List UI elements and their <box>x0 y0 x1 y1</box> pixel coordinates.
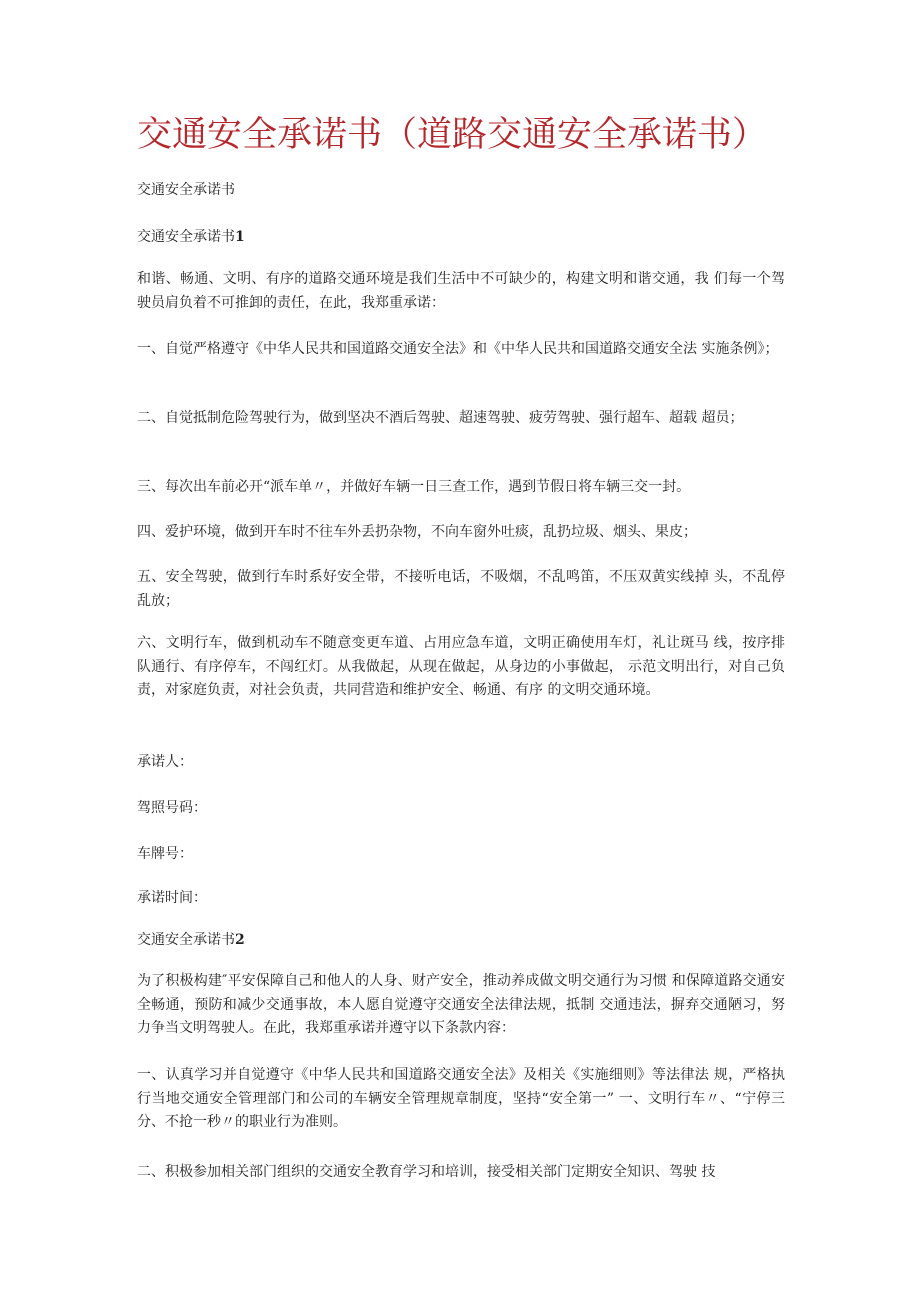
section-1-heading-number: 1 <box>235 229 245 245</box>
section-2-heading-text: 交通安全承诺书 <box>137 932 235 948</box>
section-1-heading <box>137 226 785 250</box>
section-2-item-1: 一、认真学习并自觉遵守《中华人民共和国道路交通安全法》及相关《实施细则》等法律法 规，严格执行当地交通安全管理部门和公司的车辆安全管理规章制度，坚持“安全第一” 一、文明行车〃、“宁停三分、不抢一秒〃的职业行为准则。 <box>137 1067 785 1130</box>
promiser-field-label: 承诺人： <box>137 754 193 770</box>
document-title: 交通安全承诺书（道路交通安全承诺书） <box>137 115 768 155</box>
section-1-item-3: 三、每次出车前必开“派车单〃，并做好车辆一日三查工作，遇到节假日将车辆三交一封。 <box>137 479 691 495</box>
section-1-item-5: 五、安全驾驶，做到行车时系好安全带，不接听电话，不吸烟，不乱鸣笛，不压双黄实线掉 头，不乱停乱放； <box>137 569 785 609</box>
section-1-item-2: 二、自觉抵制危险驾驶行为，做到坚决不酒后驾驶、超速驾驶、疲劳驾驶、强行超车、超载 超员； <box>137 410 744 426</box>
section-2-item-2: 二、积极参加相关部门组织的交通安全教育学习和培训，接受相关部门定期安全知识、驾驶 技 <box>137 1164 716 1180</box>
section-1-intro: 和谐、畅通、文明、有序的道路交通环境是我们生活中不可缺少的，构建文明和谐交通，我 们每一个驾驶员肩负着不可推卸的责任，在此，我郑重承诺： <box>137 271 785 311</box>
section-1-item-6: 六、文明行车，做到机动车不随意变更车道、占用应急车道，文明正确使用车灯，礼让斑马 线，按序排队通行、有序停车，不闯红灯。从我做起，从现在做起，从身边的小事做起， 示范文明出行，对自己负责，对家庭负责，对社会负责，共同营造和维护安全、畅通、有序 的文明交通环境。 <box>137 635 785 698</box>
plate-number-field-label: 车牌号： <box>137 846 193 862</box>
section-1-item-4: 四、爱护环境，做到开车时不往车外丢扔杂物，不向车窗外吐痰，乱扔垃圾、烟头、果皮； <box>137 524 697 540</box>
section-2-heading <box>137 929 785 953</box>
section-2-intro: 为了积极构建″平安保障自己和他人的人身、财产安全，推动养成做文明交通行为习惯 和保障道路交通安全畅通，预防和减少交通事故，本人愿自觉遵守交通安全法律法规，抵制 交通违法，摒弃交通陋习，努力争当文明驾驶人。在此，我郑重承诺并遵守以下条款内容： <box>137 973 785 1036</box>
document-subtitle: 交通安全承诺书 <box>137 182 235 198</box>
section-2-heading-number: 2 <box>235 932 245 948</box>
section-1-item-1: 一、自觉严格遵守《中华人民共和国道路交通安全法》和《中华人民共和国道路交通安全法 实施条例》； <box>137 341 779 357</box>
license-number-field-label: 驾照号码： <box>137 800 207 816</box>
section-1-heading-text: 交通安全承诺书 <box>137 229 235 245</box>
promise-date-field-label: 承诺时间： <box>137 890 207 906</box>
